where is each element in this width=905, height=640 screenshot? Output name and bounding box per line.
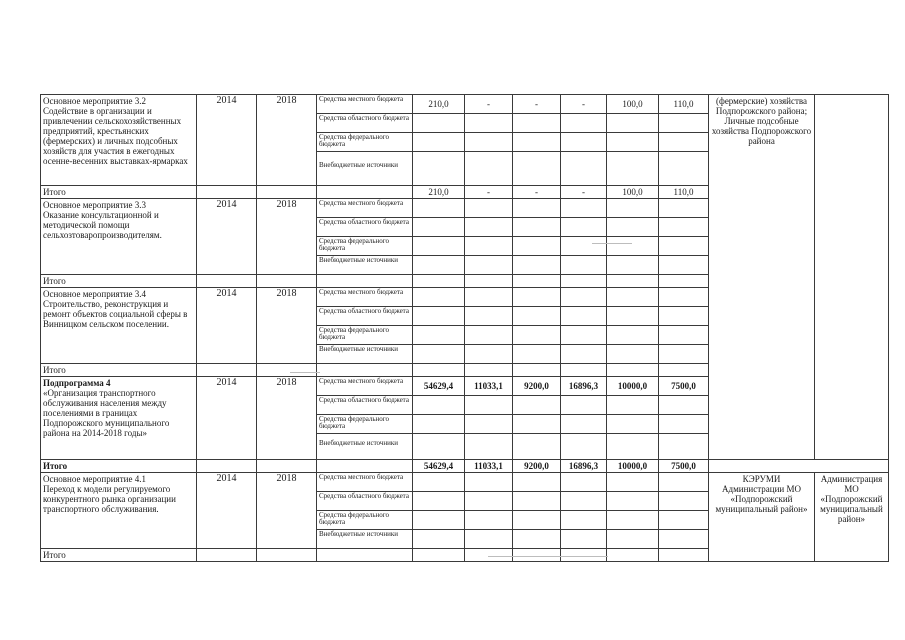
source-regional: Средства областного бюджета [317,307,413,326]
activity-title: Основное мероприятие 3.4 [43,289,146,299]
start-year: 2014 [197,288,257,364]
source-regional: Средства областного бюджета [317,396,413,415]
value-2014: 11033,1 [465,377,513,396]
activity-description: Содействие в организации и привлечении сельскохозяйственных предприятий, крестьянских (фермерских) и личных подсобных хозяйств для участия в ежегодных осенне-весенних выставках-ярмарках [43,106,188,166]
source-federal: Средства федерального бюджета [317,326,413,345]
end-year: 2018 [257,473,317,549]
source-extra: Внебюджетные источники [317,345,413,364]
value-total: 210,0 [413,95,465,114]
source-extra: Внебюджетные источники [317,530,413,549]
total-2015: - [513,186,561,199]
total-2018: 7500,0 [659,460,709,473]
activity-description: Переход к модели регулируемого конкурентного рынка организации транспортного обслуживания. [43,484,176,514]
source-federal: Средства федерального бюджета [317,133,413,152]
total-2016: - [561,186,607,199]
source-local: Средства местного бюджета [317,199,413,218]
value-2016: - [561,95,607,114]
start-year: 2014 [197,377,257,460]
total-label: Итого [41,364,197,377]
total-value: 54629,4 [413,460,465,473]
total-label: Итого [41,460,197,473]
value-2017: 100,0 [607,95,659,114]
source-federal: Средства федерального бюджета [317,415,413,434]
executor-cell: КЭРУМИ Администрации МО «Подпорожский муниципальный район» [709,473,815,562]
value-2016: 16896,3 [561,377,607,396]
activity-cell [41,199,197,275]
total-2016: 16896,3 [561,460,607,473]
activity-description: Строительство, реконструкция и ремонт объектов социальной сферы в Винницком сельском поселении. [43,299,188,329]
total-value: 210,0 [413,186,465,199]
total-2017: 10000,0 [607,460,659,473]
source-extra: Внебюджетные источники [317,434,413,460]
scan-artifact [592,243,632,244]
scan-artifact [488,556,608,557]
total-2018: 110,0 [659,186,709,199]
value-2015: 9200,0 [513,377,561,396]
start-year: 2014 [197,199,257,275]
table-row [41,95,889,114]
source-regional: Средства областного бюджета [317,114,413,133]
total-2015: 9200,0 [513,460,561,473]
start-year: 2014 [197,473,257,549]
scan-artifact [290,372,320,373]
start-year: 2014 [197,95,257,186]
end-year: 2018 [257,288,317,364]
customer-cell [815,95,889,460]
source-federal: Средства федерального бюджета [317,237,413,256]
subprogram-cell [41,377,197,460]
source-local: Средства местного бюджета [317,95,413,114]
budget-table [40,94,889,562]
end-year: 2018 [257,377,317,460]
total-label: Итого [41,275,197,288]
executor-cell: (фермерские) хозяйства Подпорожского района; Личные подсобные хозяйства Подпорожского района [709,95,815,460]
total-row [41,460,889,473]
total-label: Итого [41,549,197,562]
end-year: 2018 [257,199,317,275]
activity-cell [41,288,197,364]
total-2014: - [465,186,513,199]
activity-title: Основное мероприятие 3.3 [43,200,146,210]
source-federal: Средства федерального бюджета [317,511,413,530]
activity-cell [41,95,197,186]
activity-cell [41,473,197,549]
source-extra: Внебюджетные источники [317,152,413,186]
source-local: Средства местного бюджета [317,288,413,307]
source-local: Средства местного бюджета [317,473,413,492]
activity-title: Основное мероприятие 4.1 [43,474,146,484]
customer-cell: Администрация МО «Подпорожский муниципальный район» [815,473,889,562]
activity-title: Основное мероприятие 3.2 [43,96,146,106]
value-2015: - [513,95,561,114]
value-2018: 110,0 [659,95,709,114]
source-extra: Внебюджетные источники [317,256,413,275]
source-regional: Средства областного бюджета [317,218,413,237]
source-regional: Средства областного бюджета [317,492,413,511]
value-2014: - [465,95,513,114]
value-total: 54629,4 [413,377,465,396]
value-2018: 7500,0 [659,377,709,396]
source-local: Средства местного бюджета [317,377,413,396]
subprogram-title: Подпрограмма 4 [43,378,111,388]
subprogram-description: «Организация транспортного обслуживания населения между поселениями в границах Подпорожского муниципального района на 2014-2018 годы» [43,388,170,438]
total-2014: 11033,1 [465,460,513,473]
end-year: 2018 [257,95,317,186]
table-row [41,473,889,492]
activity-description: Оказание консультационной и методической помощи сельхозтоваропроизводителям. [43,210,162,240]
total-2017: 100,0 [607,186,659,199]
total-label: Итого [41,186,197,199]
value-2017: 10000,0 [607,377,659,396]
